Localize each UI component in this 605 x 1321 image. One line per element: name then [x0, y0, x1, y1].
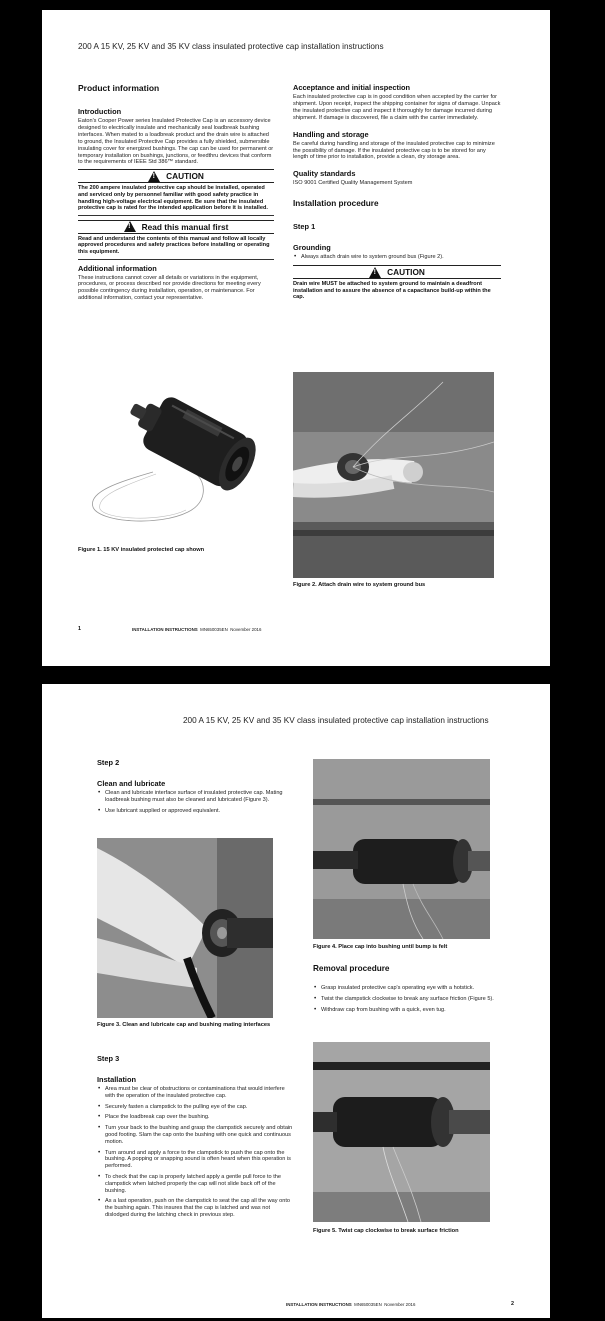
figure-5-image: [313, 1042, 490, 1222]
read-manual-title: [78, 220, 274, 234]
page-2: [42, 684, 550, 1318]
removal-bullet-2: • Twist the clampstick clockwise to break any surface friction (Figure 5).: [313, 996, 498, 1003]
caution-label: CAUTION: [166, 171, 204, 182]
removal-bullet-1: • Grasp insulated protective cap's operating eye with a hotstick.: [313, 985, 498, 992]
installation-bullet-5: • Turn around and apply a force to the clampstick to push the cap onto the bushing. A popping or snapping sound is often heard when this operation is performed.: [97, 1150, 294, 1170]
read-manual-block: [78, 220, 274, 260]
installation-bullet-3: • Place the loadbreak cap over the bushing.: [97, 1114, 294, 1121]
footer-doc-id: MN650035EN: [200, 627, 228, 632]
product-information-heading: Product information: [78, 83, 160, 93]
page-header: 200 A 15 KV, 25 KV and 35 KV class insulated protective cap installation instructions: [78, 42, 384, 51]
warning-icon: [124, 221, 136, 232]
removal-bullet-3: • Withdraw cap from bushing with a quick, even tug.: [313, 1007, 498, 1014]
page-number: 2: [511, 1301, 514, 1307]
figure-3-caption: Figure 3. Clean and lubricate cap and bushing mating interfaces: [97, 1022, 271, 1028]
footer-date: November 2016: [230, 627, 262, 632]
clean-lubricate-list: [97, 790, 294, 814]
page-header: 200 A 15 KV, 25 KV and 35 KV class insulated protective cap installation instructions: [183, 716, 489, 725]
acceptance-heading: Acceptance and initial inspection: [293, 83, 411, 92]
introduction-heading: Introduction: [78, 107, 122, 116]
introduction-text: Eaton's Cooper Power series Insulated Protective Cap is an accessory device designed to electrically insulate and mechanically seal loadbreak bushing interfaces. When mated to a loadbreak product and the drain wire is attached to ground, the Insulated Protective Cap provides a fully shielded, submersible insulating cover for energized bushings. The cap can be used for permanent or temporary installation on bushings, junctions, or feedthru devices that conform to the requirements of IEEE Std 386™ standard.: [78, 118, 274, 166]
caution-text: Drain wire MUST be attached to system ground to maintain a deadfront installation and to assure the absence of a capacitance build-up within the cap.: [293, 281, 491, 301]
step-1-heading: Step 1: [293, 222, 316, 232]
caution-title: [293, 265, 501, 279]
figure-3-image: [97, 838, 273, 1018]
figure-4-image: [313, 759, 490, 939]
clean-lubricate-heading: Clean and lubricate: [97, 779, 166, 788]
clean-bullet-2: • Use lubricant supplied or approved equivalent.: [97, 808, 294, 815]
caution-text: The 200 ampere insulated protective cap should be installed, operated and serviced only by personnel familiar with good safety practice in handling high-voltage electrical equipment. Be sure that the insulated protective cap is rated for the intended application before it is installed.: [78, 185, 268, 212]
step-3-heading: Step 3: [97, 1054, 120, 1063]
installation-heading: Installation: [97, 1075, 137, 1084]
figure-2-image: [293, 372, 494, 578]
installation-bullet-4: • Turn your back to the bushing and grasp the clampstick securely and obtain good footing. Slam the cap onto the bushing with one quick and continuous motion.: [97, 1125, 294, 1145]
insulated-cap-illustration: [78, 382, 278, 542]
footer-doc-label: INSTALLATION INSTRUCTIONS: [132, 627, 198, 632]
warning-icon: [369, 267, 381, 278]
removal-list: [313, 985, 498, 1013]
right-column-removal: [313, 964, 498, 1017]
caution-title: [78, 169, 274, 183]
grounding-heading: Grounding: [293, 243, 331, 253]
right-column: [293, 83, 501, 301]
quality-text: ISO 9001 Certified Quality Management System: [293, 180, 413, 187]
installation-bullet-2: • Securely fasten a clampstick to the pulling eye of the cap.: [97, 1104, 294, 1111]
footer-doc-label: INSTALLATION INSTRUCTIONS: [286, 1302, 352, 1307]
divider: [78, 215, 274, 216]
caution-label: CAUTION: [387, 267, 425, 278]
additional-info-heading: Additional information: [78, 263, 157, 273]
removal-procedure-heading: Removal procedure: [313, 964, 390, 973]
caution-block: [78, 169, 274, 215]
figure-4-caption: Figure 4. Place cap into bushing until bump is felt: [313, 944, 448, 950]
installation-list: [97, 1086, 294, 1219]
installation-bullet-1: • Area must be clear of obstructions or contaminations that would interfere with the operation of the insulated protective cap.: [97, 1086, 294, 1100]
quality-heading: Quality standards: [293, 169, 356, 179]
step-2-heading: Step 2: [97, 758, 120, 767]
page-footer: [132, 627, 261, 632]
place-cap-photo: [313, 759, 490, 939]
clean-lubricate-photo: [97, 838, 273, 1018]
installation-bullet-7: • As a last operation, push on the clampstick to seat the cap all the way onto the bushing again. This insures that the cap is latched and was not dislodged during the latching check in previous step.: [97, 1198, 294, 1218]
handling-heading: Handling and storage: [293, 129, 369, 139]
handling-text: Be careful during handling and storage of the insulated protective cap to minimize the possibility of damage. If the insulated protective cap is to be stored for any length of time prior to installation, provide a clean, dry storage area.: [293, 140, 495, 161]
installation-procedure-heading: Installation procedure: [293, 199, 379, 209]
caution-block-2: [293, 265, 501, 301]
figure-1-caption: Figure 1. 15 KV insulated protected cap shown: [78, 547, 205, 553]
drain-wire-photo: [293, 372, 494, 578]
figure-1-image: [78, 382, 278, 542]
divider: [78, 259, 274, 260]
twist-cap-photo: [313, 1042, 490, 1222]
read-manual-label: Read this manual first: [141, 221, 229, 232]
figure-2-caption: Figure 2. Attach drain wire to system ground bus: [293, 582, 426, 588]
grounding-list: [293, 254, 501, 261]
page-1: [42, 10, 550, 666]
acceptance-text: Each insulated protective cap is in good condition when accepted by the carrier for shipment. Upon receipt, inspect the shipping container for signs of damage. Unpack the insulated protective cap and inspect it thoroughly for damage incurred during shipment. If damage is discovered, file a claim with the carrier immediately.: [293, 94, 501, 121]
grounding-bullet: • Always attach drain wire to system ground bus (Figure 2).: [293, 254, 501, 261]
clean-bullet-1: • Clean and lubricate interface surface of insulated protective cap. Mating loadbreak bushing must also be cleaned and lubricated (Figure 3).: [97, 790, 294, 804]
footer-date: November 2016: [384, 1302, 416, 1307]
installation-bullet-6: • To check that the cap is properly latched apply a gentle pull force to the clampstick when latched properly the cap will not slide back off of the bushing.: [97, 1174, 294, 1194]
left-column: [78, 83, 274, 302]
figure-5-caption: Figure 5. Twist cap clockwise to break surface friction: [313, 1228, 459, 1234]
footer-doc-id: MN650035EN: [354, 1302, 382, 1307]
read-manual-text: Read and understand the contents of this manual and follow all locally approved procedures and safety practices before installing or operating this equipment.: [78, 235, 270, 255]
additional-info-text: These instructions cannot cover all details or variations in the equipment, procedures, or process described nor provide directions for meeting every possible contingency during installation, operation, or maintenance. For additional information, contact your representative.: [78, 274, 261, 302]
left-column-top: [97, 758, 294, 818]
left-column-bottom: [97, 1054, 294, 1223]
warning-icon: [148, 171, 160, 182]
page-number: 1: [78, 626, 81, 632]
page-footer: [286, 1302, 415, 1307]
